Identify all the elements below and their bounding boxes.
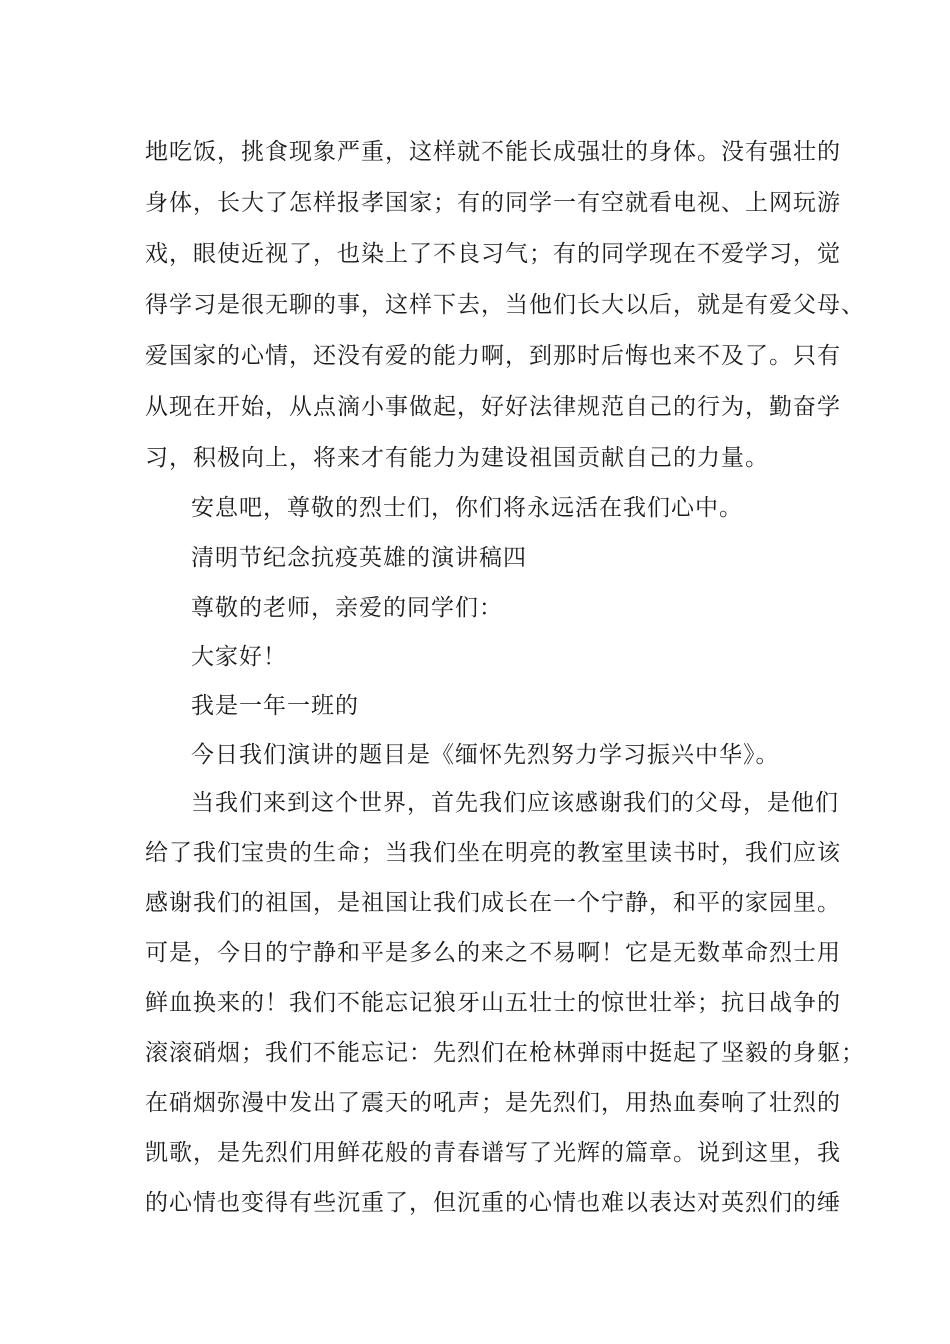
body-line: 爱国家的心情，还没有爱的能力啊，到那时后悔也来不及了。只有 [145,343,841,369]
body-line: 习，积极向上，将来才有能力为建设祖国贡献自己的力量。 [145,445,769,471]
section-title: 清明节纪念抗疫英雄的演讲稿四 [191,545,527,571]
body-line: 凯歌，是先烈们用鲜花般的青春谱写了光辉的篇章。说到这里，我 [145,1140,841,1166]
body-line: 感谢我们的祖国，是祖国让我们成长在一个宁静，和平的家园里。 [145,890,841,916]
body-line: 身体，长大了怎样报孝国家；有的同学一有空就看电视、上网玩游 [145,190,841,216]
body-line: 鲜血换来的！我们不能忘记狼牙山五壮士的惊世壮举；抗日战争的 [145,990,841,1016]
body-line: 得学习是很无聊的事，这样下去，当他们长大以后，就是有爱父母、 [145,292,865,318]
body-line: 从现在开始，从点滴小事做起，好好法律规范自己的行为，勤奋学 [145,394,841,420]
body-line: 地吃饭，挑食现象严重，这样就不能长成强壮的身体。没有强壮的 [145,139,841,165]
speech-topic: 今日我们演讲的题目是《缅怀先烈努力学习振兴中华》。 [191,742,780,768]
body-line: 的心情也变得有些沉重了，但沉重的心情也难以表达对英烈们的缍 [145,1190,841,1216]
salutation: 尊敬的老师，亲爱的同学们： [191,595,503,621]
body-line: 当我们来到这个世界，首先我们应该感谢我们的父母，是他们 [191,790,839,816]
body-line: 给了我们宝贵的生命；当我们坐在明亮的教室里读书时，我们应该 [145,840,841,866]
body-line: 安息吧，尊敬的烈士们，你们将永远活在我们心中。 [191,495,743,521]
speaker-intro: 我是一年一班的 [191,693,359,719]
greeting: 大家好！ [191,644,287,670]
body-line: 戏，眼使近视了，也染上了不良习气；有的同学现在不爱学习，觉 [145,241,841,267]
body-line: 在硝烟弥漫中发出了震天的吼声；是先烈们，用热血奏响了壮烈的 [145,1090,841,1116]
body-line: 滚滚硝烟；我们不能忘记：先烈们在枪林弹雨中挺起了坚毅的身躯； [145,1040,865,1066]
body-line: 可是，今日的宁静和平是多么的来之不易啊！它是无数革命烈士用 [145,940,841,966]
